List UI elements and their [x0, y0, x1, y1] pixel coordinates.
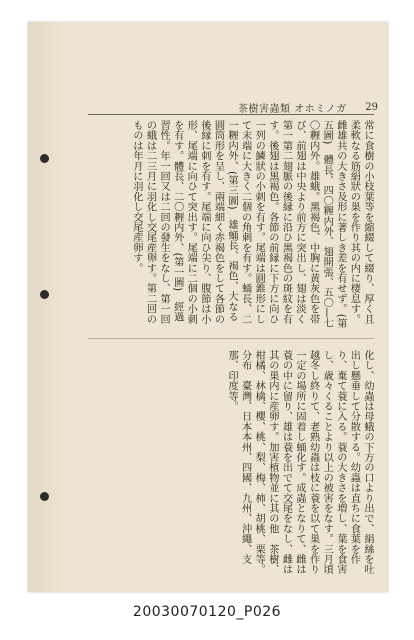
header-title: 茶樹害蟲類 オホミノガ	[238, 104, 347, 115]
page-number: 29	[365, 102, 378, 113]
page-header	[238, 100, 378, 115]
binding-gutter	[28, 22, 62, 592]
text-block-bottom: 化し、幼蟲は母蛾の下方の口より出で、絹絲を吐出し懸垂して分散する。幼蟲は直ちに食葉を作り、棄て蓑に入る。蓑の大きさを増し、葉を食害し、歳々くることより以上の被害をなす。三月頃越冬し終りて、老熟幼蟲は枝に蓑を以て巣を作り一定の場所に固着し蛹化す。成蟲となりて、雌は蓑の中に留り、雄は蓑を出でて交尾をなし、雌は其の巣内に産卵す。加害植物並に其の他 茶樹、柑橘、林檎、櫻、桃、梨、梅、柿、胡桃、栗等。分布 臺灣、日本本州、四國、九州、沖繩、支那、印度等。	[226, 350, 373, 575]
document-page	[28, 22, 388, 592]
binding-hole	[40, 154, 49, 163]
section-divider	[88, 338, 374, 339]
header-rule	[88, 114, 374, 115]
body-text	[88, 120, 374, 575]
binding-hole	[40, 290, 49, 299]
binding-hole	[40, 492, 49, 501]
text-block-top: 常に食樹の小枝葉等を縮綴して綴り、厚く且柔軟なる筋絹狀の巣を作り其の内に棲息す。雌雄共の大きさ及形に著しき差を有せず。(第五圖) 體長、四〇糎内外、翅開張、五〇—七〇糎内外。雄蛾。黑褐色、中胸に黄灰色を帯び、前翅は中央より前方に突出し、翅は淡く第一第二翅脈の後縁に沿ひ黒褐色の斑紋を有す。後翅は黒褐色。各節の前縁に下方に向ひ一列の鱗狀の小刺を有す。尾端は圓錐形にして末端に大きく二個の角刺を有す。蛹長、二一糎内外、(第三圖) 雄蛹長、褐色、大なる圓筒形を呈し、兩端細く赤褐色をして各節の後縁に刺を有す。尾端に向ひ尖り、腹節は小形、尾端に向ひて突出す。尾端に二個の小刺を有す。體長、二〇糎内外、(第一圖) 經過習性。年一回又は二回の發生をなし、第一回の蛾は二三月に羽化し交尾産卵す。第二回のものは年月に羽化し交尾産卵す。	[130, 120, 373, 328]
archive-caption: 20030070120_P026	[132, 604, 282, 620]
